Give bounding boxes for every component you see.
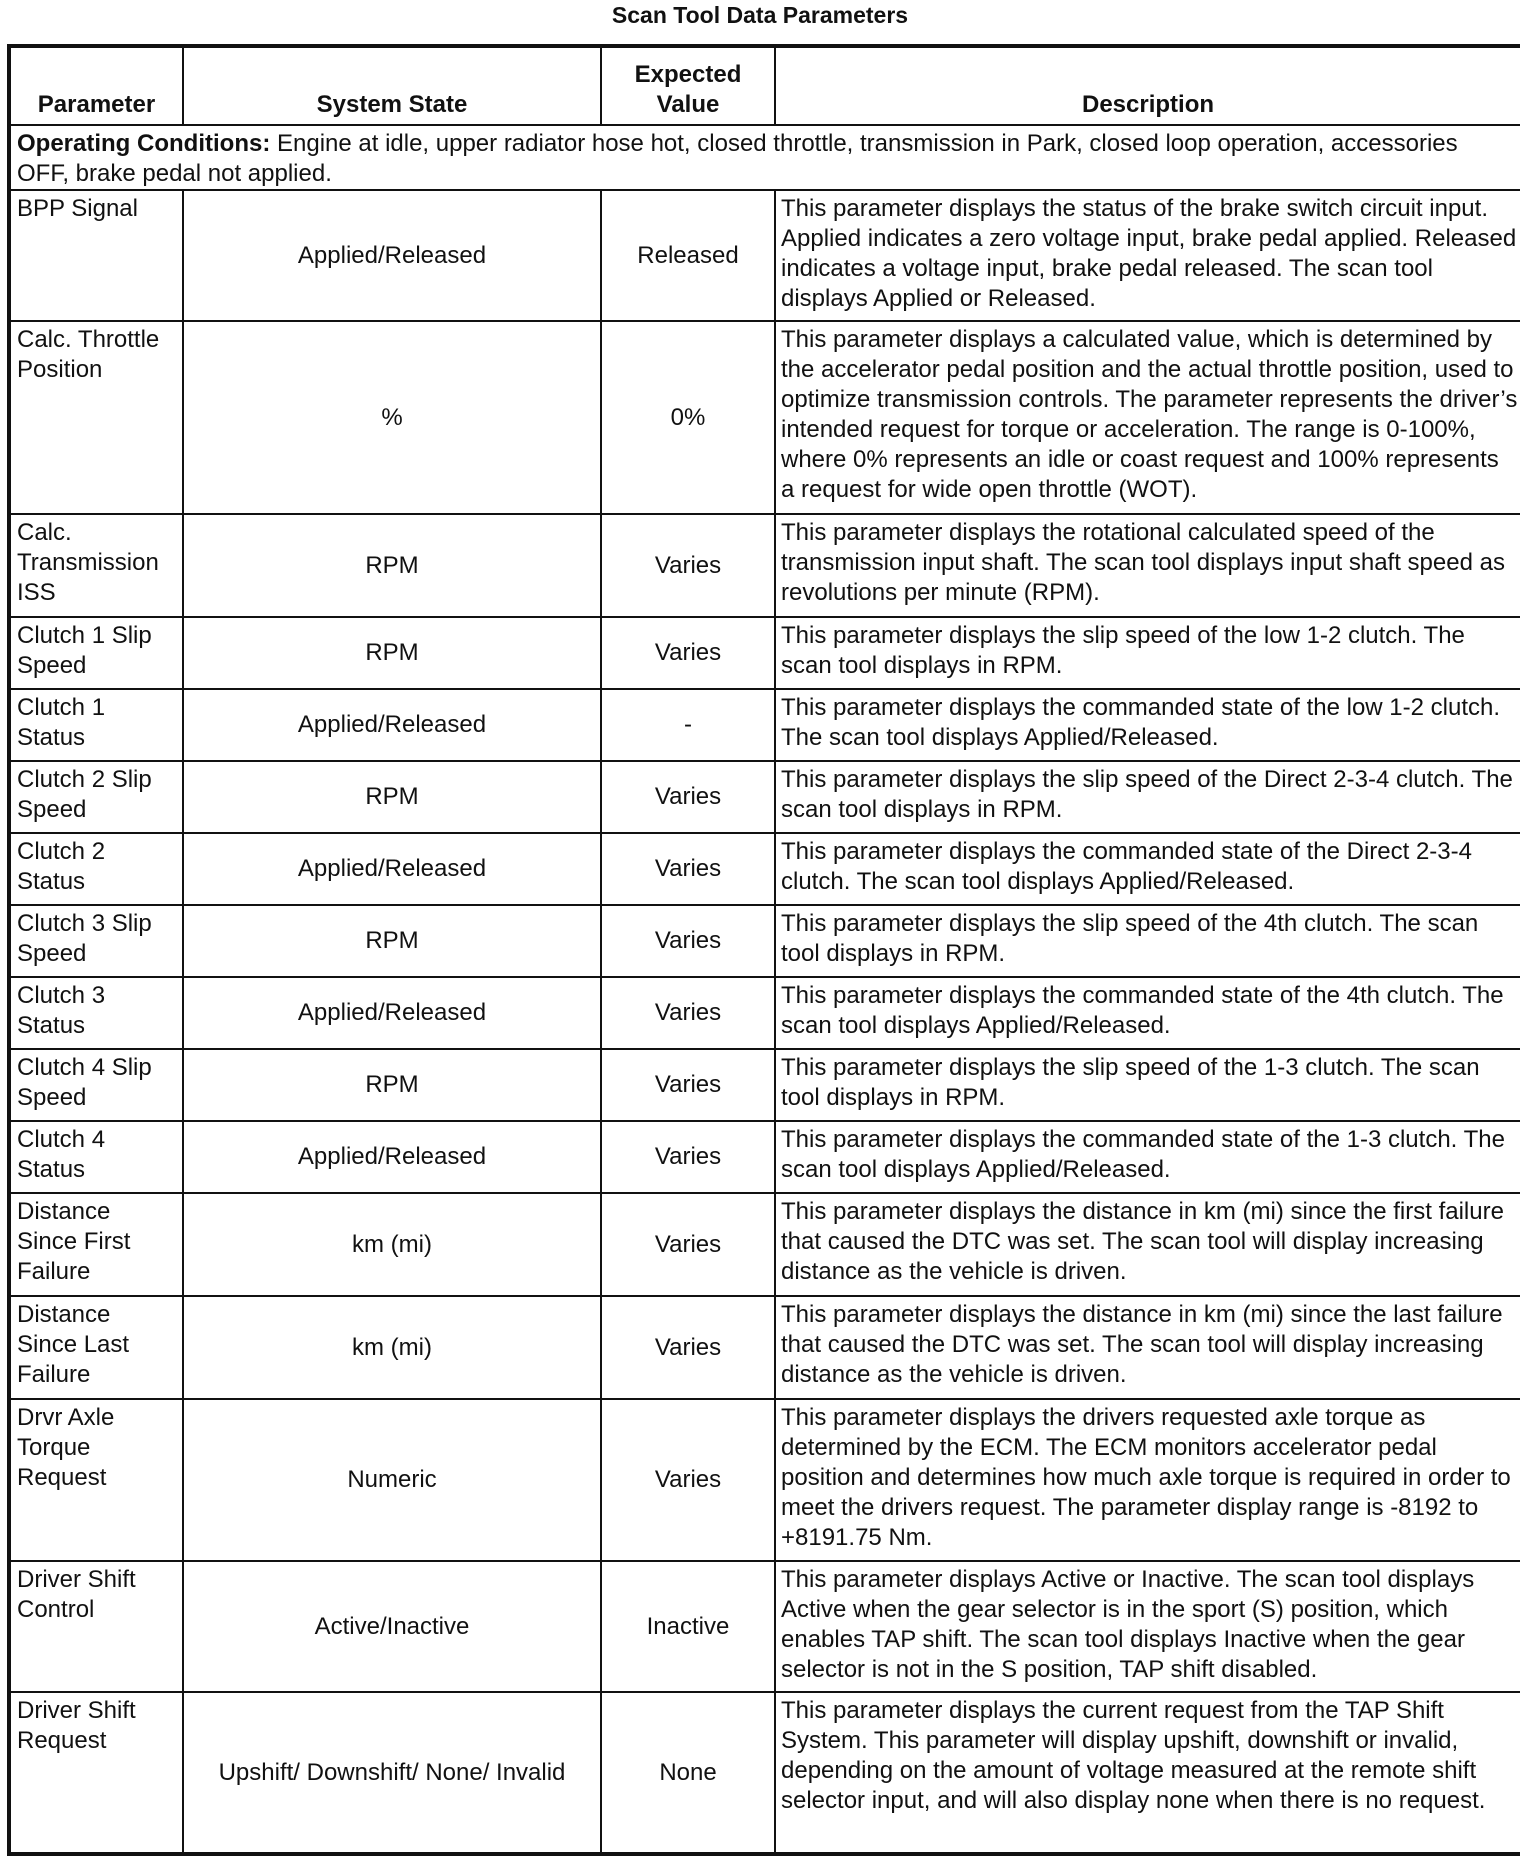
cell-expected-value: Varies xyxy=(601,977,775,1049)
cell-system-state: Upshift/ Downshift/ None/ Invalid xyxy=(183,1692,601,1854)
cell-parameter: Clutch 1 Status xyxy=(9,689,183,761)
cell-description: This parameter displays the commanded state of the 1-3 clutch. The scan tool displays Applied/Released. xyxy=(775,1121,1520,1193)
table-row xyxy=(9,1121,1520,1193)
table-row xyxy=(9,514,1520,617)
cell-system-state: RPM xyxy=(183,617,601,689)
cell-system-state: Applied/Released xyxy=(183,833,601,905)
table-row xyxy=(9,833,1520,905)
cell-system-state: RPM xyxy=(183,1049,601,1121)
cell-description: This parameter displays the distance in km (mi) since the last failure that caused the DTC was set. The scan tool will display increasing distance as the vehicle is driven. xyxy=(775,1296,1520,1399)
header-system-state: System State xyxy=(183,46,601,125)
cell-expected-value: - xyxy=(601,689,775,761)
cell-system-state: RPM xyxy=(183,514,601,617)
cell-description: This parameter displays the distance in km (mi) since the first failure that caused the DTC was set. The scan tool will display increasing distance as the vehicle is driven. xyxy=(775,1193,1520,1296)
cell-description: This parameter displays the commanded state of the 4th clutch. The scan tool displays Applied/Released. xyxy=(775,977,1520,1049)
cell-parameter: Drvr Axle Torque Request xyxy=(9,1399,183,1561)
cell-system-state: Applied/Released xyxy=(183,190,601,321)
cell-description: This parameter displays the drivers requested axle torque as determined by the ECM. The ECM monitors accelerator pedal position and determines how much axle torque is required in order to meet the drivers request. The parameter display range is -8192 to +8191.75 Nm. xyxy=(775,1399,1520,1561)
table-row xyxy=(9,1692,1520,1854)
cell-parameter: Calc. Throttle Position xyxy=(9,321,183,514)
header-description: Description xyxy=(775,46,1520,125)
table-row xyxy=(9,190,1520,321)
cell-description: This parameter displays the status of the brake switch circuit input. Applied indicates a zero voltage input, brake pedal applied. Released indicates a voltage input, brake pedal released. The scan tool displays Applied or Released. xyxy=(775,190,1520,321)
operating-conditions-text: Engine at idle, upper radiator hose hot, closed throttle, transmission in Park, closed loop operation, accessories OFF, brake pedal not applied. xyxy=(17,130,1458,187)
cell-system-state: Numeric xyxy=(183,1399,601,1561)
cell-expected-value: Varies xyxy=(601,1049,775,1121)
table-row xyxy=(9,905,1520,977)
header-expected-value: Expected Value xyxy=(601,46,775,125)
cell-description: This parameter displays Active or Inactive. The scan tool displays Active when the gear selector is in the sport (S) position, which enables TAP shift. The scan tool displays Inactive when the gear selector is not in the S position, TAP shift disabled. xyxy=(775,1561,1520,1692)
cell-description: This parameter displays the slip speed of the Direct 2-3-4 clutch. The scan tool displays in RPM. xyxy=(775,761,1520,833)
table-row xyxy=(9,1049,1520,1121)
cell-description: This parameter displays the commanded state of the Direct 2-3-4 clutch. The scan tool displays Applied/Released. xyxy=(775,833,1520,905)
cell-parameter: Driver Shift Control xyxy=(9,1561,183,1692)
cell-parameter: Clutch 3 Status xyxy=(9,977,183,1049)
cell-expected-value: Varies xyxy=(601,905,775,977)
cell-parameter: Calc. Transmission ISS xyxy=(9,514,183,617)
table-row xyxy=(9,1561,1520,1692)
table-row xyxy=(9,321,1520,514)
cell-system-state: Applied/Released xyxy=(183,689,601,761)
cell-system-state: RPM xyxy=(183,905,601,977)
table-row xyxy=(9,617,1520,689)
header-parameter: Parameter xyxy=(9,46,183,125)
cell-system-state: RPM xyxy=(183,761,601,833)
operating-conditions-row xyxy=(9,125,1520,190)
cell-system-state: km (mi) xyxy=(183,1193,601,1296)
table-row xyxy=(9,1193,1520,1296)
cell-expected-value: Varies xyxy=(601,1399,775,1561)
table-row xyxy=(9,761,1520,833)
operating-conditions xyxy=(9,125,1520,190)
cell-description: This parameter displays the slip speed of the low 1-2 clutch. The scan tool displays in RPM. xyxy=(775,617,1520,689)
cell-description: This parameter displays the current request from the TAP Shift System. This parameter will display upshift, downshift or invalid, depending on the amount of voltage measured at the remote shift selector input, and will also display none when there is no request. xyxy=(775,1692,1520,1854)
cell-parameter: Clutch 2 Status xyxy=(9,833,183,905)
cell-expected-value: Varies xyxy=(601,1193,775,1296)
table-row xyxy=(9,1296,1520,1399)
operating-conditions-label: Operating Conditions: xyxy=(17,130,271,157)
cell-expected-value: Varies xyxy=(601,761,775,833)
cell-system-state: km (mi) xyxy=(183,1296,601,1399)
cell-parameter: Clutch 4 Slip Speed xyxy=(9,1049,183,1121)
cell-parameter: Clutch 2 Slip Speed xyxy=(9,761,183,833)
cell-parameter: Distance Since Last Failure xyxy=(9,1296,183,1399)
cell-parameter: Clutch 4 Status xyxy=(9,1121,183,1193)
cell-parameter: Driver Shift Request xyxy=(9,1692,183,1854)
cell-parameter: BPP Signal xyxy=(9,190,183,321)
table-row xyxy=(9,977,1520,1049)
table-row xyxy=(9,689,1520,761)
cell-description: This parameter displays the rotational calculated speed of the transmission input shaft. The scan tool displays input shaft speed as revolutions per minute (RPM). xyxy=(775,514,1520,617)
cell-parameter: Clutch 3 Slip Speed xyxy=(9,905,183,977)
cell-expected-value: 0% xyxy=(601,321,775,514)
table-row xyxy=(9,1399,1520,1561)
cell-expected-value: None xyxy=(601,1692,775,1854)
cell-parameter: Clutch 1 Slip Speed xyxy=(9,617,183,689)
cell-system-state: Active/Inactive xyxy=(183,1561,601,1692)
cell-description: This parameter displays the slip speed of the 4th clutch. The scan tool displays in RPM. xyxy=(775,905,1520,977)
cell-system-state: Applied/Released xyxy=(183,977,601,1049)
cell-expected-value: Varies xyxy=(601,514,775,617)
cell-expected-value: Varies xyxy=(601,833,775,905)
cell-description: This parameter displays the commanded state of the low 1-2 clutch. The scan tool displays Applied/Released. xyxy=(775,689,1520,761)
cell-expected-value: Varies xyxy=(601,1121,775,1193)
cell-description: This parameter displays the slip speed of the 1-3 clutch. The scan tool displays in RPM. xyxy=(775,1049,1520,1121)
cell-parameter: Distance Since First Failure xyxy=(9,1193,183,1296)
scan-tool-data-table xyxy=(7,44,1520,1856)
cell-expected-value: Varies xyxy=(601,617,775,689)
table-header-row xyxy=(9,46,1520,125)
cell-expected-value: Released xyxy=(601,190,775,321)
page-title: Scan Tool Data Parameters xyxy=(611,2,909,28)
cell-system-state: % xyxy=(183,321,601,514)
cell-description: This parameter displays a calculated value, which is determined by the accelerator pedal position and the actual throttle position, used to optimize transmission controls. The parameter represents the driver’s intended request for torque or acceleration. The range is 0-100%, where 0% represents an idle or coast request and 100% represents a request for wide open throttle (WOT). xyxy=(775,321,1520,514)
cell-expected-value: Inactive xyxy=(601,1561,775,1692)
cell-system-state: Applied/Released xyxy=(183,1121,601,1193)
cell-expected-value: Varies xyxy=(601,1296,775,1399)
